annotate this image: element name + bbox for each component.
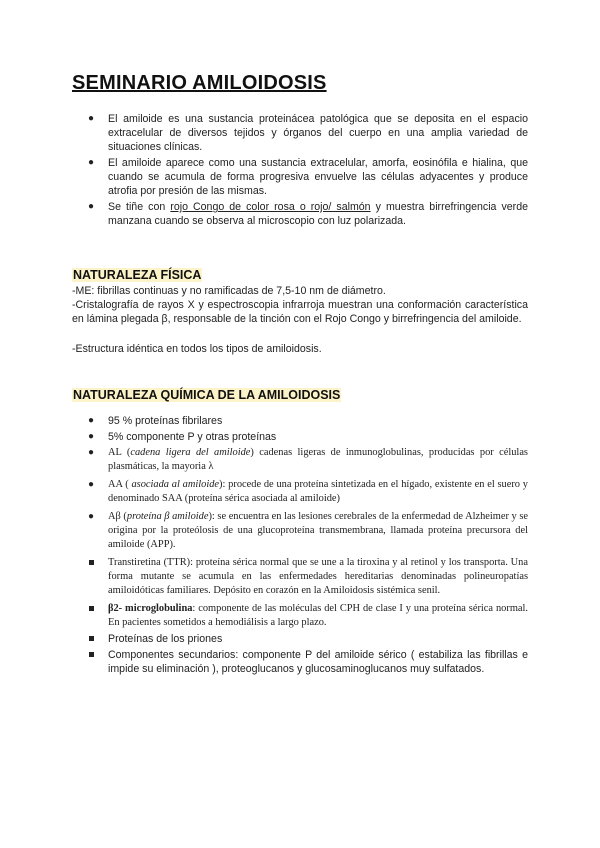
page-title: SEMINARIO AMILOIDOSIS <box>72 72 327 94</box>
fisica-line: -Cristalografía de rayos X y espectroscopia infrarroja muestran una conformación característica en lámina plegada β, responsable de la tinción con el Rojo Congo y birrefringencia del amiloide. <box>72 299 528 325</box>
square-bullet-icon <box>89 606 94 611</box>
bullet-icon: ● <box>88 157 95 168</box>
list-item: Proteínas de los priones <box>72 632 528 646</box>
list-item: ● Aβ (proteína β amiloide): se encuentra en las lesiones cerebrales de la enfermedad de Alzheimer y se origina por la proteólosis de una glucoproteína transmembrana, llamada proteína precursora del amiloide (APP). <box>88 511 529 550</box>
section-heading-quimica: NATURALEZA QUÍMICA DE LA AMILOIDOSIS <box>73 388 341 402</box>
list-item: ● 5% componente P y otras proteínas <box>88 431 277 443</box>
bullet-icon: ● <box>88 113 95 124</box>
list-item: β2- microglobulina: componente de las moléculas del CPH de clase I y una proteína sérica normal. En pacientes sometidos a hemodiálisis a largo plazo. <box>72 602 528 630</box>
bullet-icon: ● <box>88 201 95 212</box>
bullet-icon: ● <box>88 447 95 458</box>
bullet-icon: ● <box>88 511 95 522</box>
quimica-list <box>72 414 528 676</box>
list-item: ● AA ( asociada al amiloide): procede de una proteína sintetizada en el hígado, existente en el suero y denominado SAA (proteína sérica asociada al amiloide) <box>88 479 528 504</box>
list-item: ● El amiloide aparece como una sustancia extracelular, amorfa, eosinófila e hialina, que cuando se acumula de forma progresiva envuelve las células adyacentes y produce atrofia por presión de las mismas. <box>88 157 528 197</box>
fisica-line: -Estructura idéntica en todos los tipos de amiloidosis. <box>72 343 322 355</box>
list-item: Transtiretina (TTR): proteína sérica normal que se une a la tiroxina y al retinol y los transporta. Una forma mutante se acumula en las enfermedades hereditarias denominadas polineuropatías amiloidóticas familiares. Depósito en corazón en la Amiloidosis sistémica senil. <box>72 556 528 598</box>
bullet-icon: ● <box>88 431 95 442</box>
list-item: ● 95 % proteínas fibrilares <box>88 415 223 427</box>
list-item: ● Se tiñe con rojo Congo de color rosa o rojo/ salmón y muestra birrefringencia verde manzana cuando se observa al microscopio con luz polarizada. <box>88 201 528 227</box>
bullet-icon: ● <box>88 415 95 426</box>
square-bullet-icon <box>89 636 94 641</box>
intro-list <box>72 112 528 228</box>
underlined-text: rojo Congo de color rosa o rojo/ salmón <box>170 201 371 213</box>
section-heading-fisica: NATURALEZA FÍSICA <box>73 268 202 282</box>
square-bullet-icon <box>89 652 94 657</box>
list-item: ● El amiloide es una sustancia proteinácea patológica que se deposita en el espacio extracelular de diversos tejidos y órganos del cuerpo en una amplia variedad de situaciones clínicas. <box>88 113 528 153</box>
list-item: Componentes secundarios: componente P del amiloide sérico ( estabiliza las fibrillas e impide su eliminación ), proteoglucanos y glucosaminoglucanos muy sulfatados. <box>72 648 528 676</box>
fisica-line: -ME: fibrillas continuas y no ramificadas de 7,5-10 nm de diámetro. <box>72 285 386 297</box>
bullet-icon: ● <box>88 479 95 490</box>
list-item: ● AL (cadena ligera del amiloide) cadenas ligeras de inmunoglobulinas, producidas por células plasmáticas, la mayoria λ <box>88 447 528 472</box>
square-bullet-icon <box>89 560 94 565</box>
